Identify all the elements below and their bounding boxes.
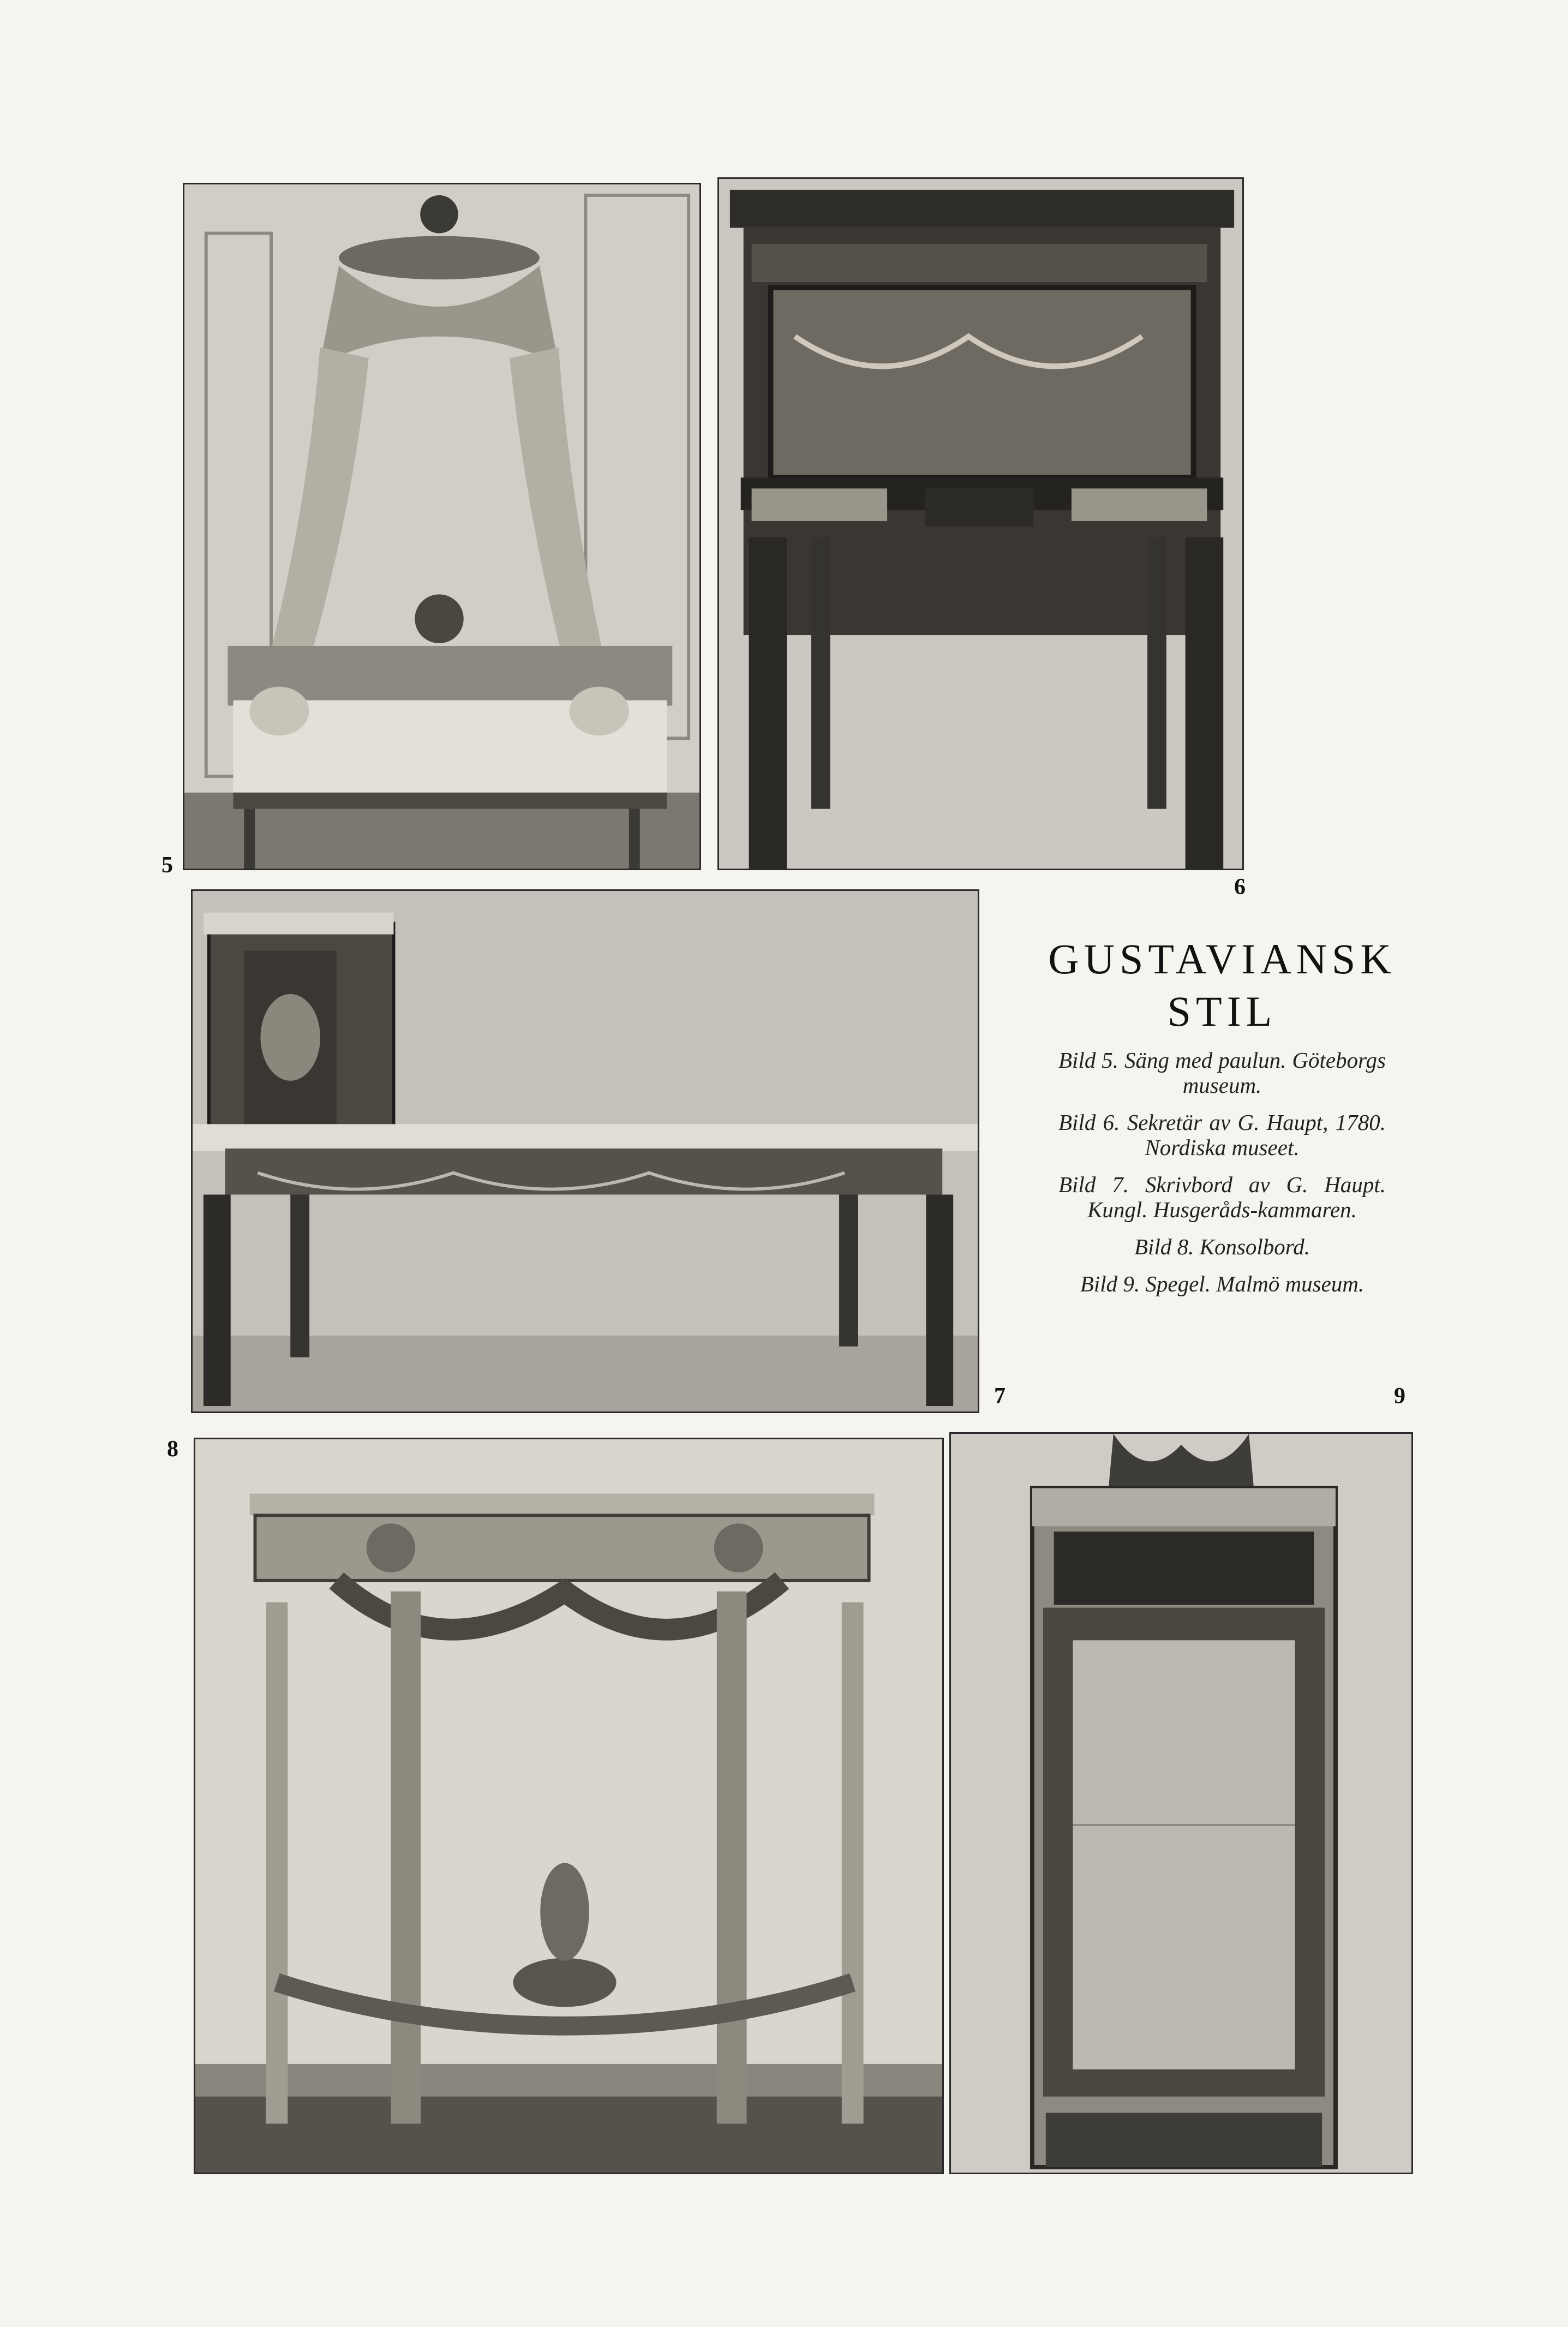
photo-mirror	[949, 1432, 1413, 2174]
figure-number-9: 9	[1394, 1384, 1405, 1409]
photo-secretary	[717, 177, 1244, 870]
caption-bild-6: Bild 6. Sekretär av G. Haupt, 1780. Nordiska museet.	[1058, 1110, 1386, 1160]
photo-bed-canopy	[183, 183, 701, 870]
figure-number-5: 5	[161, 853, 173, 878]
figure-number-8: 8	[167, 1437, 178, 1462]
page-title-line1: GUSTAVIANSK	[1048, 935, 1396, 983]
figure-number-6: 6	[1234, 875, 1246, 900]
page-title-line2: STIL	[1167, 988, 1277, 1035]
caption-bild-7: Bild 7. Skrivbord av G. Haupt. Kungl. Husgeråds-kammaren.	[1058, 1172, 1386, 1222]
photo-console-table	[194, 1438, 944, 2174]
photo-writing-desk	[191, 889, 979, 1413]
caption-bild-9: Bild 9. Spegel. Malmö museum.	[1080, 1271, 1364, 1296]
page-title	[1026, 933, 1419, 1038]
figure-number-7: 7	[994, 1384, 1006, 1409]
caption-bild-8: Bild 8. Konsolbord.	[1134, 1234, 1310, 1259]
caption-list	[1058, 1048, 1386, 1308]
caption-bild-5: Bild 5. Säng med paulun. Göteborgs museum.	[1058, 1048, 1386, 1098]
